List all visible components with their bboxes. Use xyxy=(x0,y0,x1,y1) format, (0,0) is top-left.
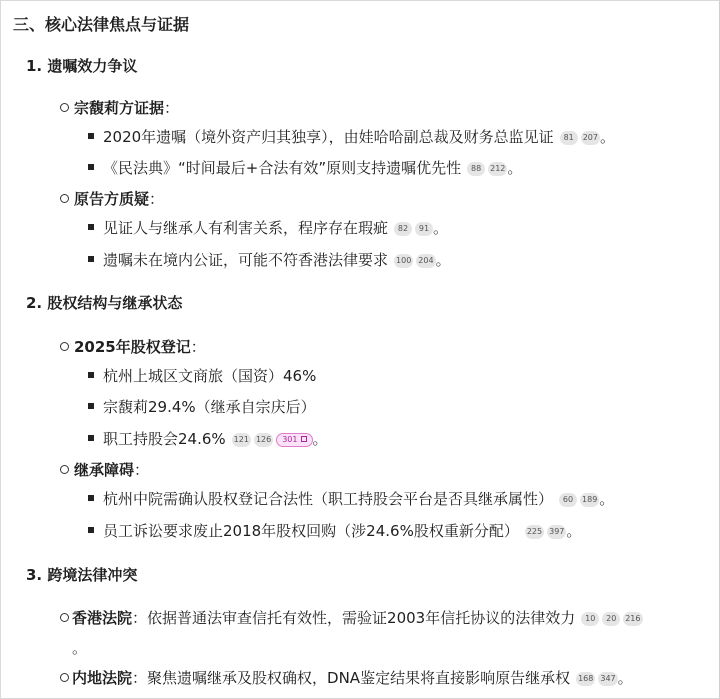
citation-badge[interactable]: 10 xyxy=(581,612,599,626)
citation-badge[interactable]: 347 xyxy=(598,672,617,686)
citation-badge[interactable]: 88 xyxy=(467,162,485,176)
citation-badge[interactable]: 225 xyxy=(525,525,544,539)
list-item: 职工持股会24.6% 121 126 301 。 xyxy=(88,428,328,450)
para-hk-court: 香港法院：依据普通法审查信托有效性，需验证2003年信托协议的法律效力 10 20 216 xyxy=(72,607,643,629)
circle-bullet-icon xyxy=(60,194,69,203)
para-hk-court-end: 。 xyxy=(72,639,88,657)
heading-will-validity: 1. 遗嘱效力争议 xyxy=(26,57,138,75)
section-title: 三、核心法律焦点与证据 xyxy=(13,15,190,34)
sub-plaintiff-challenge: 原告方质疑： xyxy=(60,188,164,210)
citation-badge[interactable]: 81 xyxy=(560,131,578,145)
list-item: 宗馥莉29.4%（继承自宗庆后） xyxy=(88,396,316,418)
circle-bullet-icon xyxy=(60,613,69,622)
citation-badge[interactable]: 60 xyxy=(559,493,577,507)
square-bullet-icon xyxy=(88,372,94,378)
citation-badge[interactable]: 189 xyxy=(580,493,599,507)
citation-badge[interactable]: 216 xyxy=(623,612,642,626)
list-item: 遗嘱未在境内公证，可能不符香港法律要求 100 204 。 xyxy=(88,249,451,271)
list-item: 员工诉讼要求废止2018年股权回购（涉24.6%股权重新分配） 225 397 。 xyxy=(88,520,581,542)
heading-cross-border-conflict: 3. 跨境法律冲突 xyxy=(26,566,138,584)
sub-inheritance-obstacles: 继承障碍： xyxy=(60,459,149,481)
citation-badge[interactable]: 20 xyxy=(602,612,620,626)
list-item: 杭州中院需确认股权登记合法性（职工持股会平台是否具继承属性） 60 189 。 xyxy=(88,488,614,510)
para-mainland-court: 内地法院：聚焦遗嘱继承及股权确权，DNA鉴定结果将直接影响原告继承权 168 347 。 xyxy=(72,667,633,689)
citation-badge[interactable]: 397 xyxy=(547,525,566,539)
circle-bullet-icon xyxy=(60,342,69,351)
citation-badge[interactable]: 100 xyxy=(394,254,413,268)
sub-zong-evidence: 宗馥莉方证据： xyxy=(60,97,179,119)
heading-equity-structure: 2. 股权结构与继承状态 xyxy=(26,294,183,312)
square-bullet-icon xyxy=(88,495,94,501)
square-bullet-icon xyxy=(88,527,94,533)
sub-2025-registration: 2025年股权登记： xyxy=(60,336,206,358)
circle-bullet-icon xyxy=(60,103,69,112)
square-bullet-icon xyxy=(88,133,94,139)
square-bullet-icon xyxy=(88,164,94,170)
list-item: 《民法典》“时间最后+合法有效”原则支持遗嘱优先性 88 212 。 xyxy=(88,157,522,179)
citation-badge[interactable]: 82 xyxy=(394,222,412,236)
document-icon xyxy=(301,436,307,442)
citation-badge[interactable]: 204 xyxy=(416,254,435,268)
citation-badge[interactable]: 121 xyxy=(232,433,251,447)
list-item: 见证人与继承人有利害关系，程序存在瑕疵 82 91 。 xyxy=(88,217,448,239)
square-bullet-icon xyxy=(88,224,94,230)
citation-badge[interactable]: 207 xyxy=(581,131,600,145)
list-item: 杭州上城区文商旅（国资）46% xyxy=(88,365,316,387)
circle-bullet-icon xyxy=(60,673,69,682)
square-bullet-icon xyxy=(88,256,94,262)
citation-badge[interactable]: 212 xyxy=(488,162,507,176)
citation-badge-highlighted[interactable]: 301 xyxy=(276,433,312,447)
citation-badge[interactable]: 126 xyxy=(254,433,273,447)
citation-badge[interactable]: 91 xyxy=(415,222,433,236)
square-bullet-icon xyxy=(88,435,94,441)
circle-bullet-icon xyxy=(60,465,69,474)
citation-badge[interactable]: 168 xyxy=(576,672,595,686)
square-bullet-icon xyxy=(88,403,94,409)
list-item: 2020年遗嘱（境外资产归其独享），由娃哈哈副总裁及财务总监见证 81 207 。 xyxy=(88,126,615,148)
